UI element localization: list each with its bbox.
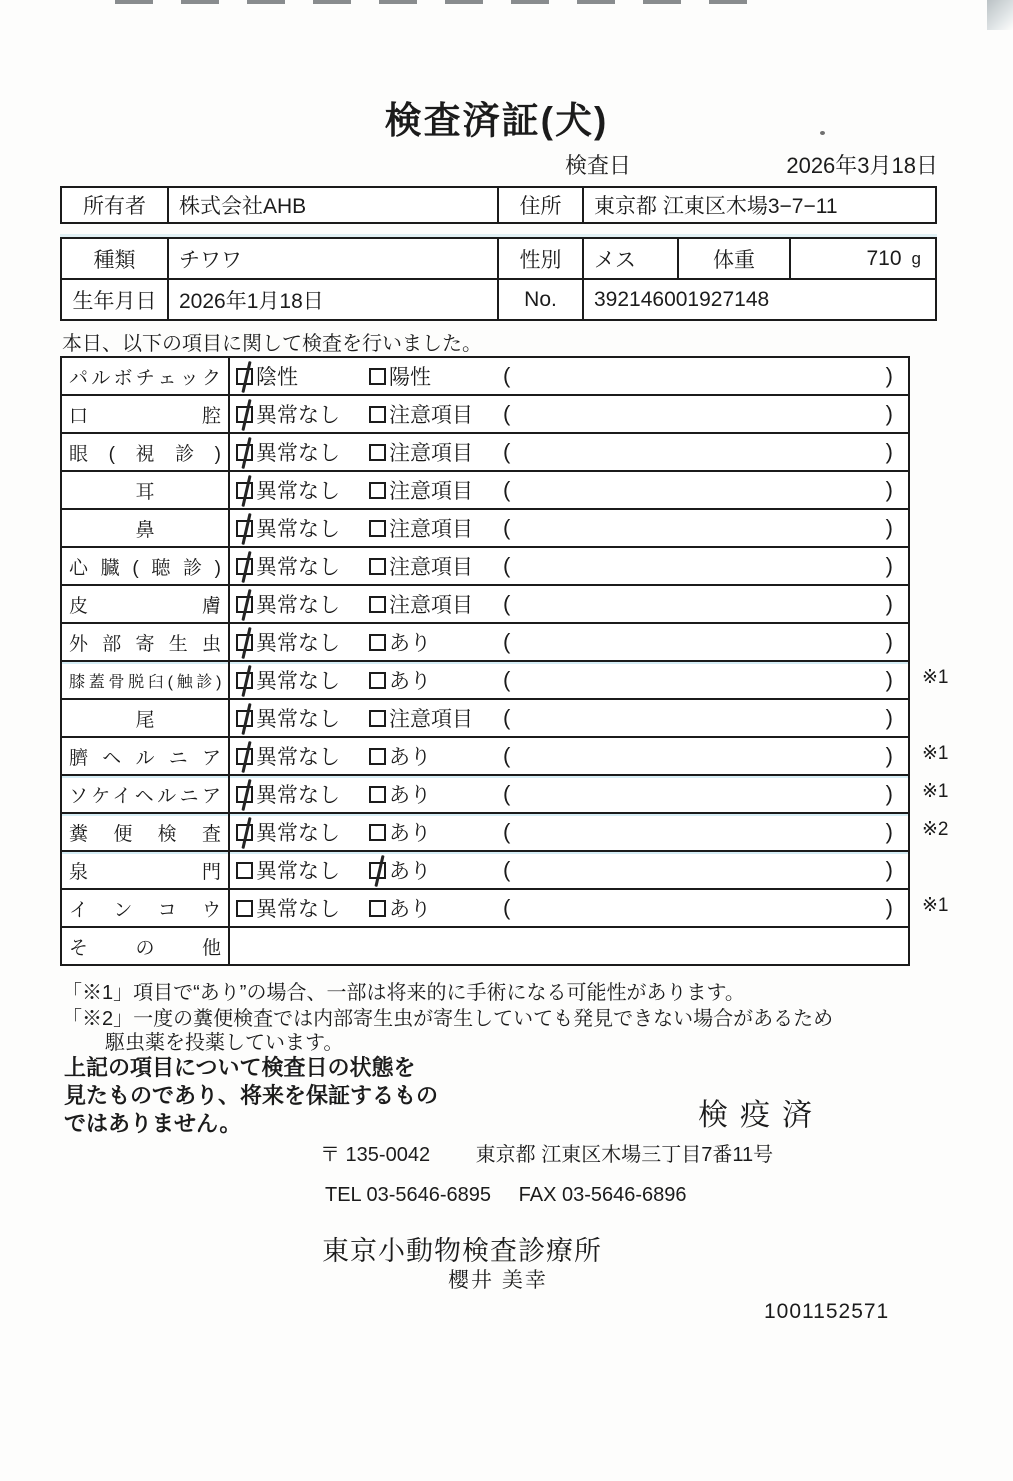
remarks-open-paren: ( [503, 439, 511, 464]
inspection-date-label: 検査日 [565, 153, 632, 178]
document-title: 検査済証(犬) [384, 100, 609, 141]
disclaimer-line-2: 見たものであり、将来を保証するもの [64, 1083, 439, 1108]
item-result-cell [230, 700, 908, 736]
checkbox-icon [369, 672, 386, 689]
remarks-close-paren: ) [885, 819, 893, 844]
item-label: 耳 [135, 481, 155, 503]
checklist-row [62, 624, 908, 662]
result-option-2 [369, 703, 473, 733]
item-label: 膝蓋骨脱臼(触診) [69, 673, 221, 691]
footnote-reference: ※2 [922, 819, 949, 840]
result-option-1-label: 異常なし [256, 670, 340, 693]
clinic-postal-line [320, 1138, 773, 1167]
item-label: 糞便検査 [69, 823, 221, 845]
checkbox-icon [236, 520, 253, 537]
result-option-1-label: 異常なし [256, 442, 340, 465]
item-result-cell [230, 852, 908, 888]
remarks-close-paren: ) [885, 401, 893, 426]
checkbox-icon [369, 824, 386, 841]
result-option-2 [369, 361, 431, 391]
checkbox-icon [369, 710, 386, 727]
item-label: 口腔 [69, 405, 221, 427]
item-label: 外部寄生虫 [69, 633, 221, 655]
result-option-2-label: 注意項目 [389, 480, 473, 503]
result-option-2-label: あり [389, 784, 431, 807]
remarks-close-paren: ) [885, 857, 893, 882]
item-result-cell [230, 662, 908, 698]
item-result-cell [230, 814, 908, 850]
result-option-2 [369, 855, 431, 885]
breed-label: 種類 [93, 248, 136, 272]
remarks-close-paren: ) [885, 705, 893, 730]
checkbox-icon [236, 748, 253, 765]
checkbox-icon [236, 862, 253, 879]
remarks-open-paren: ( [503, 553, 511, 578]
item-result-cell [230, 510, 908, 546]
inspection-date-value: 2026年3月18日 [786, 153, 938, 178]
sex-label: 性別 [497, 239, 582, 278]
remarks-open-paren: ( [503, 743, 511, 768]
item-label-cell [62, 814, 230, 850]
result-option-2-label: 注意項目 [389, 442, 473, 465]
disclaimer-line-1: 上記の項目について検査日の状態を [64, 1055, 416, 1080]
result-option-1 [236, 893, 340, 923]
footnote-reference: ※1 [922, 781, 949, 802]
clinic-tel: TEL 03-5646-6895 [325, 1184, 492, 1206]
result-option-1 [236, 513, 340, 543]
item-label-cell [62, 510, 230, 546]
weight-unit: g [911, 248, 921, 268]
remarks-open-paren: ( [503, 401, 511, 426]
result-option-1-label: 異常なし [256, 632, 340, 655]
item-label: 皮膚 [69, 595, 221, 617]
checkbox-icon [236, 824, 253, 841]
result-option-1 [236, 551, 340, 581]
clinic-address: 東京都 江東区木場三丁目7番11号 [475, 1144, 774, 1166]
checkbox-icon [369, 900, 386, 917]
item-label-cell [62, 548, 230, 584]
result-option-1 [236, 741, 340, 771]
result-option-1 [236, 475, 340, 505]
checklist-table [60, 356, 949, 966]
checkbox-icon [369, 634, 386, 651]
result-option-2-label: あり [389, 670, 431, 693]
result-option-2-label: 注意項目 [389, 556, 473, 579]
checkbox-icon [369, 596, 386, 613]
remarks-open-paren: ( [503, 477, 511, 502]
item-label-cell [62, 586, 230, 622]
result-option-2 [369, 817, 431, 847]
veterinarian-name: 櫻井 美幸 [448, 1269, 548, 1292]
remarks-open-paren: ( [503, 895, 511, 920]
checklist-row [62, 700, 908, 738]
checklist-row [62, 396, 908, 434]
result-option-2 [369, 399, 473, 429]
result-option-1 [236, 589, 340, 619]
item-result-cell [230, 624, 908, 660]
result-option-1-label: 異常なし [256, 556, 340, 579]
item-result-cell [230, 396, 908, 432]
weight-value-cell [789, 239, 935, 278]
remarks-close-paren: ) [885, 743, 893, 768]
remarks-close-paren: ) [885, 629, 893, 654]
footnote-reference: ※1 [922, 743, 949, 764]
item-result-cell [230, 434, 908, 470]
remarks-close-paren: ) [885, 667, 893, 692]
checklist-row [62, 662, 949, 700]
item-label: インコウ [69, 899, 221, 921]
result-option-2-label: 注意項目 [389, 594, 473, 617]
item-label-cell [62, 738, 230, 774]
checkbox-icon [369, 786, 386, 803]
clinic-phone-line [325, 1184, 687, 1207]
remarks-open-paren: ( [503, 857, 511, 882]
remarks-close-paren: ) [885, 363, 893, 388]
checkbox-icon [236, 710, 253, 727]
result-option-1-label: 異常なし [256, 518, 340, 541]
clinic-postal-code: 〒 135-0042 [320, 1144, 431, 1166]
result-option-1-label: 異常なし [256, 822, 340, 845]
item-label-cell [62, 776, 230, 812]
remarks-open-paren: ( [503, 591, 511, 616]
checklist-row [62, 434, 908, 472]
disclaimer-paragraph [64, 1054, 438, 1138]
item-label: 泉門 [69, 861, 221, 883]
result-option-2 [369, 741, 431, 771]
result-option-1 [236, 817, 340, 847]
checklist-row [62, 586, 908, 624]
checkbox-icon [369, 482, 386, 499]
result-option-2 [369, 475, 473, 505]
breed-value: チワワ [167, 239, 497, 278]
checkbox-icon [369, 558, 386, 575]
scan-artifact-corner [987, 0, 1013, 30]
result-option-1-label: 異常なし [256, 708, 340, 731]
item-label-cell [62, 700, 230, 736]
item-label: 鼻 [135, 519, 155, 541]
sex-value: メス [582, 239, 677, 278]
item-label-cell [62, 624, 230, 660]
weight-label: 体重 [677, 239, 789, 278]
result-option-2 [369, 589, 473, 619]
remarks-open-paren: ( [503, 667, 511, 692]
result-option-2-label: あり [389, 822, 431, 845]
scan-artifact-top-edge [115, 0, 765, 4]
result-option-1-label: 異常なし [256, 784, 340, 807]
checkbox-icon [369, 444, 386, 461]
result-option-2-label: 注意項目 [389, 404, 473, 427]
result-option-1-label: 異常なし [256, 594, 340, 617]
item-label-cell [62, 890, 230, 926]
checklist-row [62, 852, 908, 890]
item-result-cell [230, 586, 908, 622]
checkbox-icon [236, 558, 253, 575]
item-label: 眼(視診) [69, 443, 221, 465]
item-label-cell [62, 472, 230, 508]
animal-info-table [60, 237, 937, 321]
item-label: パルボチェック [69, 367, 221, 389]
remarks-close-paren: ) [885, 439, 893, 464]
no-value: 392146001927148 [582, 280, 935, 319]
checkbox-icon [236, 596, 253, 613]
item-result-cell [230, 472, 908, 508]
result-option-1-label: 異常なし [256, 404, 340, 427]
checkbox-icon [369, 368, 386, 385]
checklist-row [62, 814, 949, 852]
checkbox-icon [236, 634, 253, 651]
remarks-close-paren: ) [885, 477, 893, 502]
result-option-2-label: あり [389, 632, 431, 655]
checkbox-icon [369, 520, 386, 537]
item-label-cell [62, 434, 230, 470]
remarks-open-paren: ( [503, 515, 511, 540]
result-option-2-label: あり [389, 898, 431, 921]
result-option-2 [369, 627, 431, 657]
result-option-1-label: 異常なし [256, 898, 340, 921]
animal-info-row-2 [62, 278, 935, 319]
clinic-name: 東京小動物検査診療所 [322, 1236, 602, 1266]
result-option-2 [369, 893, 431, 923]
footnote-1: 「※1」項目で“あり”の場合、一部は将来的に手術になる可能性があります。 [62, 982, 745, 1004]
owner-table [60, 186, 937, 224]
item-label-cell [62, 396, 230, 432]
remarks-close-paren: ) [885, 553, 893, 578]
checklist-row [62, 548, 908, 586]
disclaimer-line-3: ではありません。 [64, 1111, 242, 1136]
item-label-cell [62, 852, 230, 888]
checkbox-icon [369, 862, 386, 879]
checkbox-icon [236, 368, 253, 385]
result-option-1 [236, 665, 340, 695]
item-result-cell [230, 738, 908, 774]
result-option-1 [236, 361, 298, 391]
result-option-1 [236, 779, 340, 809]
checklist-row [62, 776, 949, 814]
result-option-2 [369, 779, 431, 809]
result-option-1-label: 陰性 [256, 366, 298, 389]
remarks-open-paren: ( [503, 705, 511, 730]
footnote-2-line-2: 駆虫薬を投薬しています。 [105, 1032, 344, 1054]
result-option-1-label: 異常なし [256, 860, 340, 883]
result-option-2-label: あり [389, 746, 431, 769]
result-option-1 [236, 399, 340, 429]
item-result-cell [230, 776, 908, 812]
result-option-1-label: 異常なし [256, 480, 340, 503]
item-result-cell [230, 890, 908, 926]
checkbox-icon [236, 786, 253, 803]
checkbox-icon [236, 444, 253, 461]
remarks-close-paren: ) [885, 895, 893, 920]
result-option-2 [369, 551, 473, 581]
item-label: その他 [69, 937, 221, 959]
owner-value: 株式会社AHB [167, 188, 497, 222]
item-label: 心臓(聴診) [69, 557, 221, 579]
remarks-open-paren: ( [503, 629, 511, 654]
checkbox-icon [236, 406, 253, 423]
result-option-2 [369, 665, 431, 695]
birth-value: 2026年1月18日 [167, 280, 497, 319]
checklist-row [62, 738, 949, 776]
birth-label: 生年月日 [72, 289, 157, 313]
item-label-cell [62, 358, 230, 394]
remarks-open-paren: ( [503, 819, 511, 844]
checkbox-icon [236, 900, 253, 917]
item-result-cell [230, 358, 908, 394]
footnote-reference: ※1 [922, 895, 949, 916]
result-option-2-label: 陽性 [389, 366, 431, 389]
remarks-close-paren: ) [885, 781, 893, 806]
footnote-2-line-1: 「※2」一度の糞便検査では内部寄生虫が寄生していても発見できない場合があるため [62, 1008, 834, 1030]
item-label: 尾 [135, 709, 155, 731]
result-option-2-label: 注意項目 [389, 708, 473, 731]
result-option-1 [236, 703, 340, 733]
weight-value: 710 [866, 246, 902, 270]
checklist-row [62, 358, 908, 396]
result-option-2 [369, 437, 473, 467]
checkbox-icon [369, 406, 386, 423]
address-value: 東京都 江東区木場3−7−11 [582, 188, 935, 222]
checklist-row [62, 890, 949, 928]
result-option-2 [369, 513, 473, 543]
result-option-1 [236, 855, 340, 885]
animal-info-row-1 [62, 239, 935, 278]
remarks-close-paren: ) [885, 515, 893, 540]
footnote-reference: ※1 [922, 667, 949, 688]
result-option-2-label: 注意項目 [389, 518, 473, 541]
checklist-row [62, 472, 908, 510]
clinic-fax: FAX 03-5646-6896 [518, 1184, 687, 1206]
checkbox-icon [369, 748, 386, 765]
remarks-open-paren: ( [503, 363, 511, 388]
remarks-open-paren: ( [503, 781, 511, 806]
item-label-cell [62, 662, 230, 698]
item-label-cell [62, 928, 230, 964]
address-label: 住所 [497, 188, 582, 222]
result-option-1 [236, 627, 340, 657]
item-result-cell [230, 928, 908, 964]
serial-number: 1001152571 [764, 1300, 890, 1323]
result-option-1 [236, 437, 340, 467]
checkbox-icon [236, 672, 253, 689]
intro-text: 本日、以下の項目に関して検査を行いました。 [62, 333, 482, 355]
owner-label: 所有者 [83, 195, 146, 218]
item-label: ソケイヘルニア [69, 785, 221, 807]
quarantine-passed-stamp: 検疫済 [698, 1099, 824, 1132]
item-result-cell [230, 548, 908, 584]
result-option-1-label: 異常なし [256, 746, 340, 769]
no-label: No. [497, 280, 582, 319]
remarks-close-paren: ) [885, 591, 893, 616]
checkbox-icon [236, 482, 253, 499]
checklist-row [62, 928, 908, 964]
item-label: 臍ヘルニア [69, 747, 221, 769]
checklist-row [62, 510, 908, 548]
result-option-2-label: あり [389, 860, 431, 883]
